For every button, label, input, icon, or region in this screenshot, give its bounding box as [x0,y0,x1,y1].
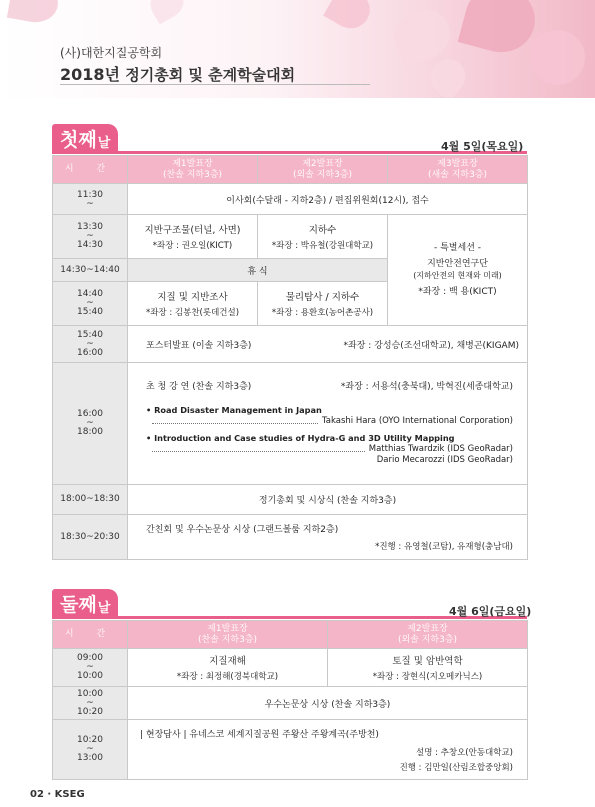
time-cell: 14:30~14:40 [53,259,128,282]
room1-header: 제1발표장 (찬솔 지하3층) [128,621,328,649]
session-cell: 지질재해 *좌장 : 최정해(경북대학교) [128,649,328,687]
room2-header: 제2발표장 (외솔 지하3층) [328,621,528,649]
time-header: 시 간 [53,156,128,184]
day1-header-row [53,156,528,184]
table-row [53,515,528,560]
break-cell: 휴 식 [128,259,388,282]
time-cell: 09:00 ~ 10:00 [53,649,128,687]
room2-header: 제2발표장 (외솔 지하3층) [258,156,388,184]
event-title [60,62,295,85]
award-cell: 우수논문상 시상 (찬솔 지하3층) [128,687,528,720]
table-row [53,326,528,363]
time-cell: 10:20 ~ 13:00 [53,720,128,780]
table-row [53,485,528,515]
session-cell: 지질 및 지반조사 *좌장 : 김봉찬(롯데건설) [128,282,258,326]
field-trip-host: 진행 : 김만일(산림조합중앙회) [399,762,513,773]
time-cell: 16:00 ~ 18:00 [53,363,128,485]
cherry-blossom-decoration [145,0,189,24]
day1-tag-main: 첫째 [60,129,97,151]
room3-header: 제3발표장 (새솔 지하3층) [388,156,528,184]
session-cell: 토질 및 암반역학 *좌장 : 장현식(지오메카닉스) [328,649,528,687]
talk-title: • Introduction and Case studies of Hydra-G and 3D Utility Mapping [146,432,455,443]
time-cell: 13:30 ~ 14:30 [53,215,128,259]
reception-host: *진행 : 유영철(코탐), 유재형(충남대) [375,542,513,552]
field-trip-title: | 현장답사 | 유네스코 세계지질공원 주왕산 주왕계곡(주방천) [140,729,379,740]
table-row [53,184,528,215]
lecture-chairs: *좌장 : 서용석(충북대), 박혁진(세종대학교) [340,381,513,392]
cherry-blossom-decoration [323,0,377,35]
time-cell: 14:40 ~ 15:40 [53,282,128,326]
board-meeting-cell: 이사회(수달래 - 지하2층) / 편집위원회(12시), 접수 [128,184,528,215]
event-name: 정기총회 및 춘계학술대회 [120,66,296,84]
field-trip-guide: 설명 : 추창오(안동대학교) [415,747,513,758]
time-cell: 18:00~18:30 [53,485,128,515]
talk-speaker: Matthias Twardzik (IDS GeoRadar) [368,443,513,454]
time-cell: 10:00 ~ 10:20 [53,687,128,720]
cherry-blossom-decoration [423,52,472,98]
day2-tag-main: 둘째 [60,594,97,616]
session-cell: 지하수 *좌장 : 박유철(강원대학교) [258,215,388,259]
day2-tag [52,589,118,619]
field-trip-cell [128,720,528,780]
day1-schedule-table [52,155,528,560]
day2-date: 4월 6일(금요일) [449,605,532,618]
day2-tag-suffix: 날 [97,601,111,616]
day2-header-row [53,621,528,649]
day1-tag [52,124,118,154]
table-row [53,215,528,259]
reception-title: 간친회 및 우수논문상 시상 (그랜드볼룸 지하2층) [146,525,339,535]
day2-schedule-table [52,620,528,780]
table-row [53,720,528,780]
special-session-cell: - 특별세션 - 지반안전연구단 (지하안전의 현재와 미래) *좌장 : 백 용(KICT) [388,215,528,326]
talk-speaker: Dario Mecarozzi (IDS GeoRadar) [376,454,513,465]
talk-title: • Road Disaster Management in Japan [146,404,322,415]
time-cell: 15:40 ~ 16:00 [53,326,128,363]
day1-date: 4월 5일(목요일) [441,140,524,153]
time-cell: 18:30~20:30 [53,515,128,560]
room1-header: 제1발표장 (찬솔 지하3층) [128,156,258,184]
event-year: 2018년 [60,65,120,84]
poster-cell: 포스터발표 (이솔 지하3층) *좌장 : 강성승(조선대학교), 채병곤(KIGAM) [128,326,528,363]
header-divider [60,84,370,85]
time-header: 시 간 [53,621,128,649]
session-cell: 지반구조물(터널, 사면) *좌장 : 권오일(KICT) [128,215,258,259]
page-number: 02 [30,789,44,800]
session-cell: 물리탐사 / 지하수 *좌장 : 용환호(농어촌공사) [258,282,388,326]
general-meeting-cell: 정기총회 및 시상식 (찬솔 지하3층) [128,485,528,515]
table-row [53,649,528,687]
day1-tag-suffix: 날 [97,136,111,151]
talk-speaker: Takashi Hara (OYO International Corporation) [321,415,513,426]
page-footer [30,789,85,800]
table-row [53,687,528,720]
table-row [53,363,528,485]
time-cell: 11:30 ~ [53,184,128,215]
lecture-heading: 초 청 강 연 (찬솔 지하3층) [146,381,252,392]
org-name: (사)대한지질공학회 [60,46,163,60]
journal-name: · KSEG [43,789,85,800]
reception-cell [128,515,528,560]
invited-lecture-cell [128,363,528,485]
cherry-blossom-decoration [7,0,61,26]
